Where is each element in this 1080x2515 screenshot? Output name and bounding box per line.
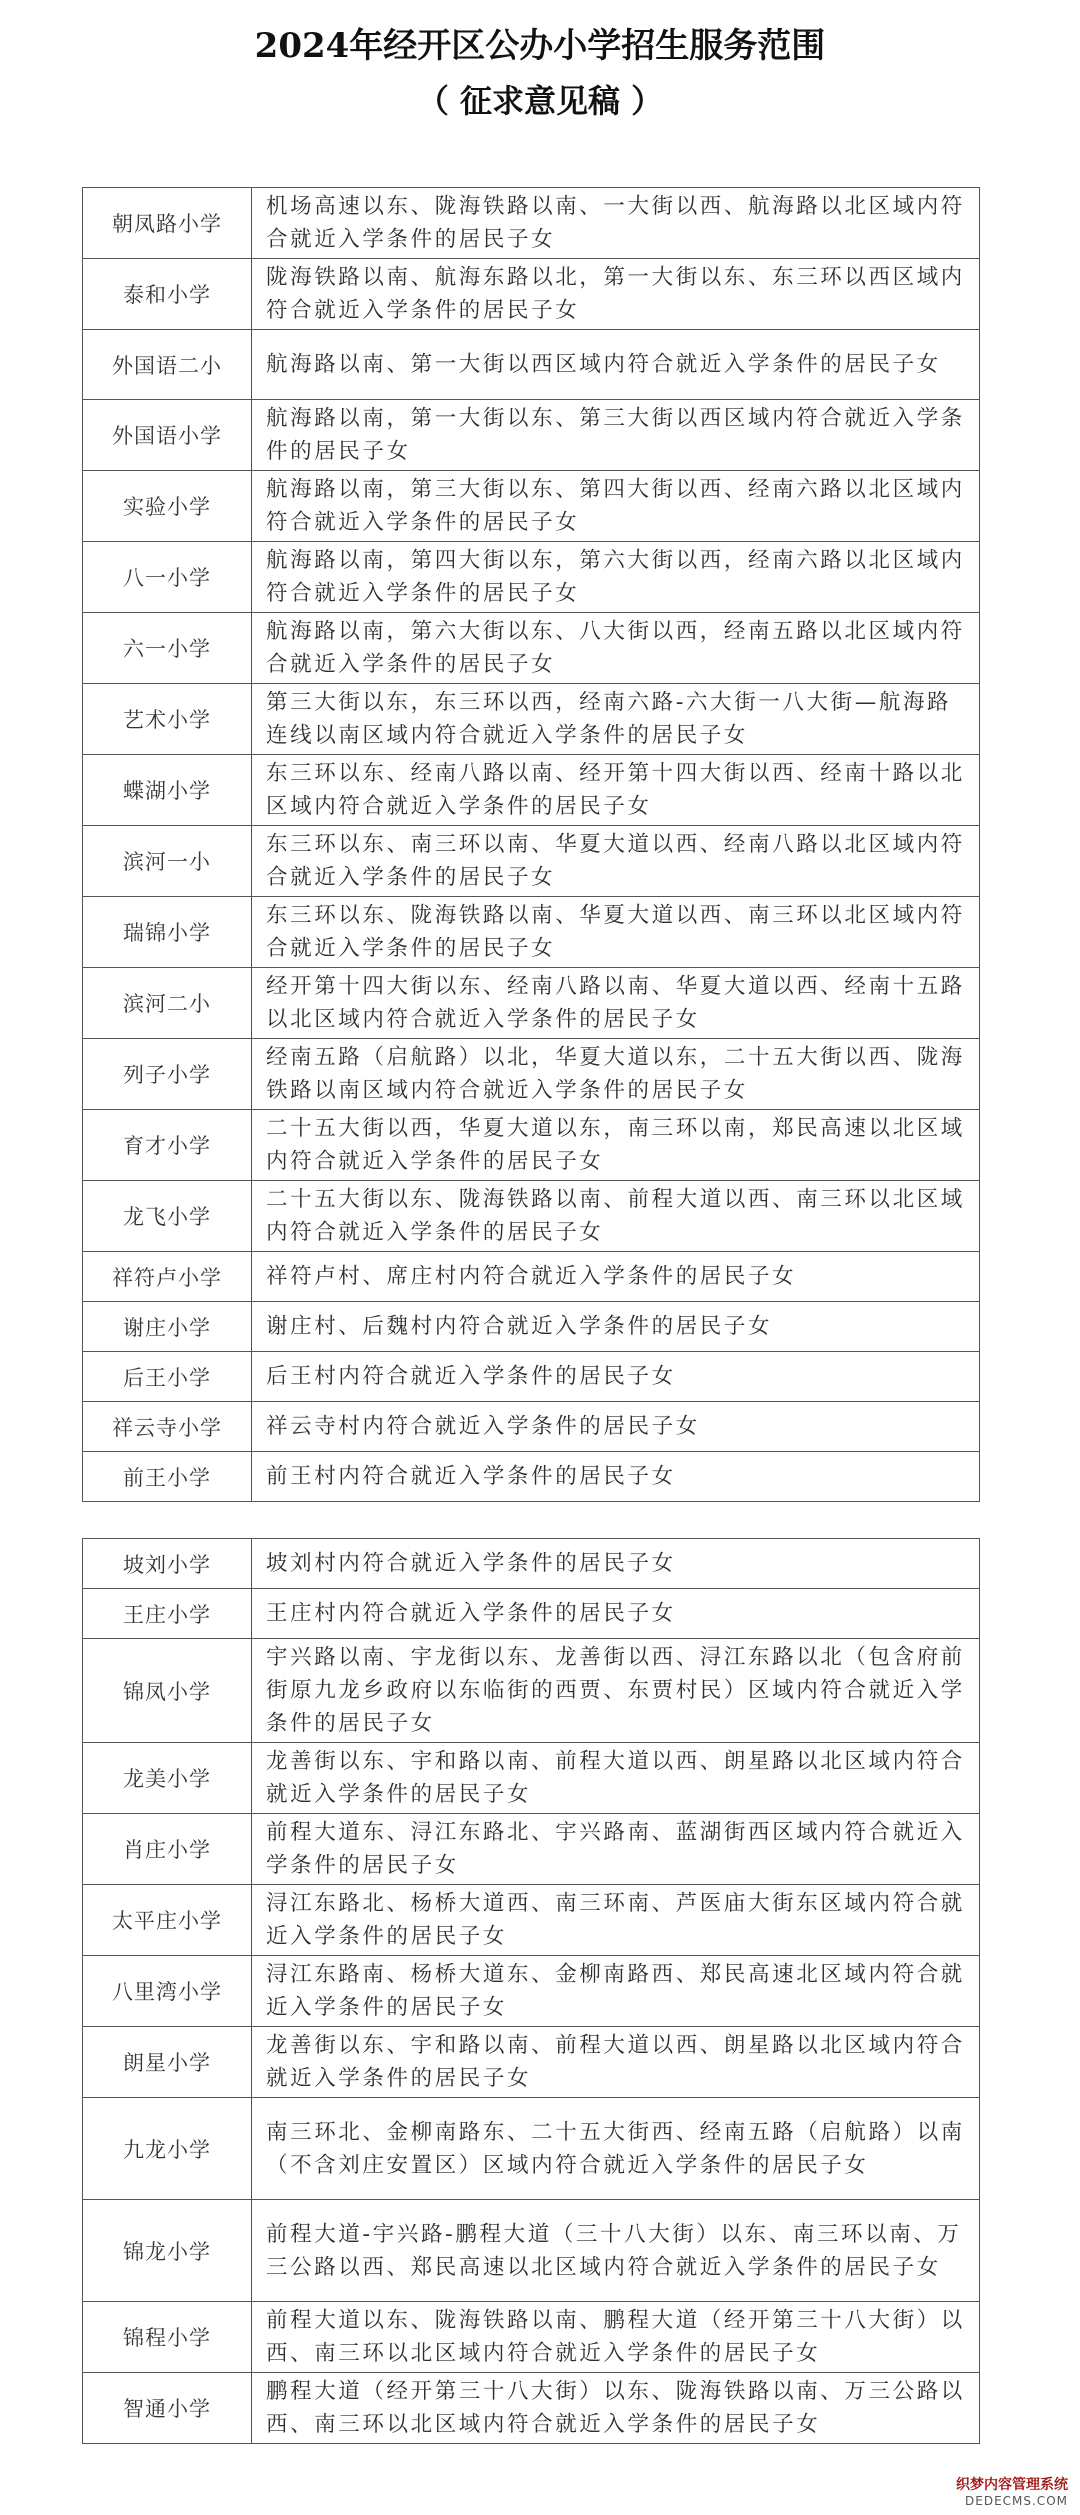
- table-row: [83, 1639, 980, 1743]
- table-row: [83, 1452, 980, 1502]
- service-range-cell: 浔江东路南、杨桥大道东、金柳南路西、郑民高速北区域内符合就近入学条件的居民子女: [252, 1956, 980, 2027]
- table-row: [83, 1402, 980, 1452]
- table-row: [83, 684, 980, 755]
- table-row: [83, 1885, 980, 1956]
- table-row: [83, 1110, 980, 1181]
- table-row: [83, 2302, 980, 2373]
- school-name-cell: 锦龙小学: [83, 2200, 252, 2302]
- watermark-line-1: 织梦内容管理系统: [956, 2477, 1068, 2493]
- table-row: [83, 2373, 980, 2444]
- service-range-cell: 龙善街以东、宇和路以南、前程大道以西、朗星路以北区域内符合就近入学条件的居民子女: [252, 2027, 980, 2098]
- service-range-cell: 东三环以东、南三环以南、华夏大道以西、经南八路以北区域内符合就近入学条件的居民子女: [252, 826, 980, 897]
- service-range-cell: 宇兴路以南、宇龙街以东、龙善街以西、浔江东路以北（包含府前街原九龙乡政府以东临街的西贾、东贾村民）区域内符合就近入学条件的居民子女: [252, 1639, 980, 1743]
- school-name-cell: 列子小学: [83, 1039, 252, 1110]
- table-row: [83, 400, 980, 471]
- table-row: [83, 755, 980, 826]
- table-row: [83, 1814, 980, 1885]
- service-range-cell: 东三环以东、陇海铁路以南、华夏大道以西、南三环以北区域内符合就近入学条件的居民子女: [252, 897, 980, 968]
- school-name-cell: 艺术小学: [83, 684, 252, 755]
- school-name-cell: 锦凤小学: [83, 1639, 252, 1743]
- service-range-cell: 航海路以南，第六大街以东、八大街以西，经南五路以北区域内符合就近入学条件的居民子女: [252, 613, 980, 684]
- school-name-cell: 龙美小学: [83, 1743, 252, 1814]
- service-range-cell: 前程大道以东、陇海铁路以南、鹏程大道（经开第三十八大街）以西、南三环以北区域内符合就近入学条件的居民子女: [252, 2302, 980, 2373]
- table-row: [83, 897, 980, 968]
- table-row: [83, 2027, 980, 2098]
- service-range-cell: 航海路以南、第一大街以西区域内符合就近入学条件的居民子女: [252, 330, 980, 400]
- school-name-cell: 八一小学: [83, 542, 252, 613]
- table-row: [83, 1302, 980, 1352]
- service-range-cell: 经开第十四大街以东、经南八路以南、华夏大道以西、经南十五路以北区域内符合就近入学条件的居民子女: [252, 968, 980, 1039]
- service-range-cell: 陇海铁路以南、航海东路以北，第一大街以东、东三环以西区域内符合就近入学条件的居民子女: [252, 259, 980, 330]
- school-name-cell: 坡刘小学: [83, 1539, 252, 1589]
- service-range-cell: 浔江东路北、杨桥大道西、南三环南、芦医庙大街东区域内符合就近入学条件的居民子女: [252, 1885, 980, 1956]
- service-range-cell: 鹏程大道（经开第三十八大街）以东、陇海铁路以南、万三公路以西、南三环以北区域内符合就近入学条件的居民子女: [252, 2373, 980, 2444]
- service-range-cell: 王庄村内符合就近入学条件的居民子女: [252, 1589, 980, 1639]
- school-name-cell: 肖庄小学: [83, 1814, 252, 1885]
- watermark: [956, 2477, 1068, 2509]
- school-name-cell: 外国语二小: [83, 330, 252, 400]
- table-row: [83, 613, 980, 684]
- table-row: [83, 471, 980, 542]
- service-range-cell: 祥云寺村内符合就近入学条件的居民子女: [252, 1402, 980, 1452]
- school-name-cell: 智通小学: [83, 2373, 252, 2444]
- school-name-cell: 锦程小学: [83, 2302, 252, 2373]
- page-subtitle: （ 征求意见稿 ）: [416, 82, 664, 120]
- enrollment-table-part-1: [82, 187, 980, 1502]
- school-name-cell: 王庄小学: [83, 1589, 252, 1639]
- table-row: [83, 2098, 980, 2200]
- service-range-cell: 二十五大街以西，华夏大道以东，南三环以南，郑民高速以北区域内符合就近入学条件的居民子女: [252, 1110, 980, 1181]
- table-row: [83, 330, 980, 400]
- service-range-cell: 前程大道东、浔江东路北、宇兴路南、蓝湖街西区域内符合就近入学条件的居民子女: [252, 1814, 980, 1885]
- page-title: 2024年经开区公办小学招生服务范围: [254, 26, 826, 66]
- school-name-cell: 祥云寺小学: [83, 1402, 252, 1452]
- service-range-cell: 龙善街以东、宇和路以南、前程大道以西、朗星路以北区域内符合就近入学条件的居民子女: [252, 1743, 980, 1814]
- service-range-cell: 祥符卢村、席庄村内符合就近入学条件的居民子女: [252, 1252, 980, 1302]
- table-row: [83, 1956, 980, 2027]
- school-name-cell: 谢庄小学: [83, 1302, 252, 1352]
- service-range-cell: 东三环以东、经南八路以南、经开第十四大街以西、经南十路以北区域内符合就近入学条件的居民子女: [252, 755, 980, 826]
- service-range-cell: 前程大道-宇兴路-鹏程大道（三十八大街）以东、南三环以南、万三公路以西、郑民高速以北区域内符合就近入学条件的居民子女: [252, 2200, 980, 2302]
- table-row: [83, 1743, 980, 1814]
- school-name-cell: 龙飞小学: [83, 1181, 252, 1252]
- school-name-cell: 瑞锦小学: [83, 897, 252, 968]
- school-name-cell: 朗星小学: [83, 2027, 252, 2098]
- service-range-cell: 南三环北、金柳南路东、二十五大街西、经南五路（启航路）以南（不含刘庄安置区）区域内符合就近入学条件的居民子女: [252, 2098, 980, 2200]
- school-name-cell: 蝶湖小学: [83, 755, 252, 826]
- service-range-cell: 二十五大街以东、陇海铁路以南、前程大道以西、南三环以北区域内符合就近入学条件的居民子女: [252, 1181, 980, 1252]
- school-name-cell: 育才小学: [83, 1110, 252, 1181]
- service-range-cell: 坡刘村内符合就近入学条件的居民子女: [252, 1539, 980, 1589]
- school-name-cell: 前王小学: [83, 1452, 252, 1502]
- school-name-cell: 太平庄小学: [83, 1885, 252, 1956]
- table-row: [83, 259, 980, 330]
- table-row: [83, 826, 980, 897]
- service-range-cell: 航海路以南，第三大街以东、第四大街以西、经南六路以北区域内符合就近入学条件的居民子女: [252, 471, 980, 542]
- service-range-cell: 谢庄村、后魏村内符合就近入学条件的居民子女: [252, 1302, 980, 1352]
- service-range-cell: 航海路以南，第四大街以东，第六大街以西，经南六路以北区域内符合就近入学条件的居民子女: [252, 542, 980, 613]
- table-row: [83, 1352, 980, 1402]
- service-range-cell: 机场高速以东、陇海铁路以南、一大街以西、航海路以北区域内符合就近入学条件的居民子女: [252, 188, 980, 259]
- service-range-cell: 第三大街以东，东三环以西，经南六路-六大街一八大街—航海路连线以南区域内符合就近入学条件的居民子女: [252, 684, 980, 755]
- school-name-cell: 九龙小学: [83, 2098, 252, 2200]
- service-range-cell: 前王村内符合就近入学条件的居民子女: [252, 1452, 980, 1502]
- school-name-cell: 实验小学: [83, 471, 252, 542]
- school-name-cell: 外国语小学: [83, 400, 252, 471]
- enrollment-table-part-2: [82, 1538, 980, 2444]
- table-row: [83, 1589, 980, 1639]
- table-row: [83, 2200, 980, 2302]
- school-name-cell: 朝凤路小学: [83, 188, 252, 259]
- table-row: [83, 1181, 980, 1252]
- table-row: [83, 1252, 980, 1302]
- table-row: [83, 968, 980, 1039]
- school-name-cell: 六一小学: [83, 613, 252, 684]
- school-name-cell: 八里湾小学: [83, 1956, 252, 2027]
- table-row: [83, 1539, 980, 1589]
- school-name-cell: 后王小学: [83, 1352, 252, 1402]
- service-range-cell: 后王村内符合就近入学条件的居民子女: [252, 1352, 980, 1402]
- table-row: [83, 542, 980, 613]
- service-range-cell: 经南五路（启航路）以北，华夏大道以东，二十五大街以西、陇海铁路以南区域内符合就近入学条件的居民子女: [252, 1039, 980, 1110]
- watermark-line-2: DEDECMS.COM: [965, 2494, 1068, 2508]
- school-name-cell: 泰和小学: [83, 259, 252, 330]
- service-range-cell: 航海路以南，第一大街以东、第三大街以西区域内符合就近入学条件的居民子女: [252, 400, 980, 471]
- table-row: [83, 188, 980, 259]
- school-name-cell: 祥符卢小学: [83, 1252, 252, 1302]
- table-row: [83, 1039, 980, 1110]
- school-name-cell: 滨河一小: [83, 826, 252, 897]
- school-name-cell: 滨河二小: [83, 968, 252, 1039]
